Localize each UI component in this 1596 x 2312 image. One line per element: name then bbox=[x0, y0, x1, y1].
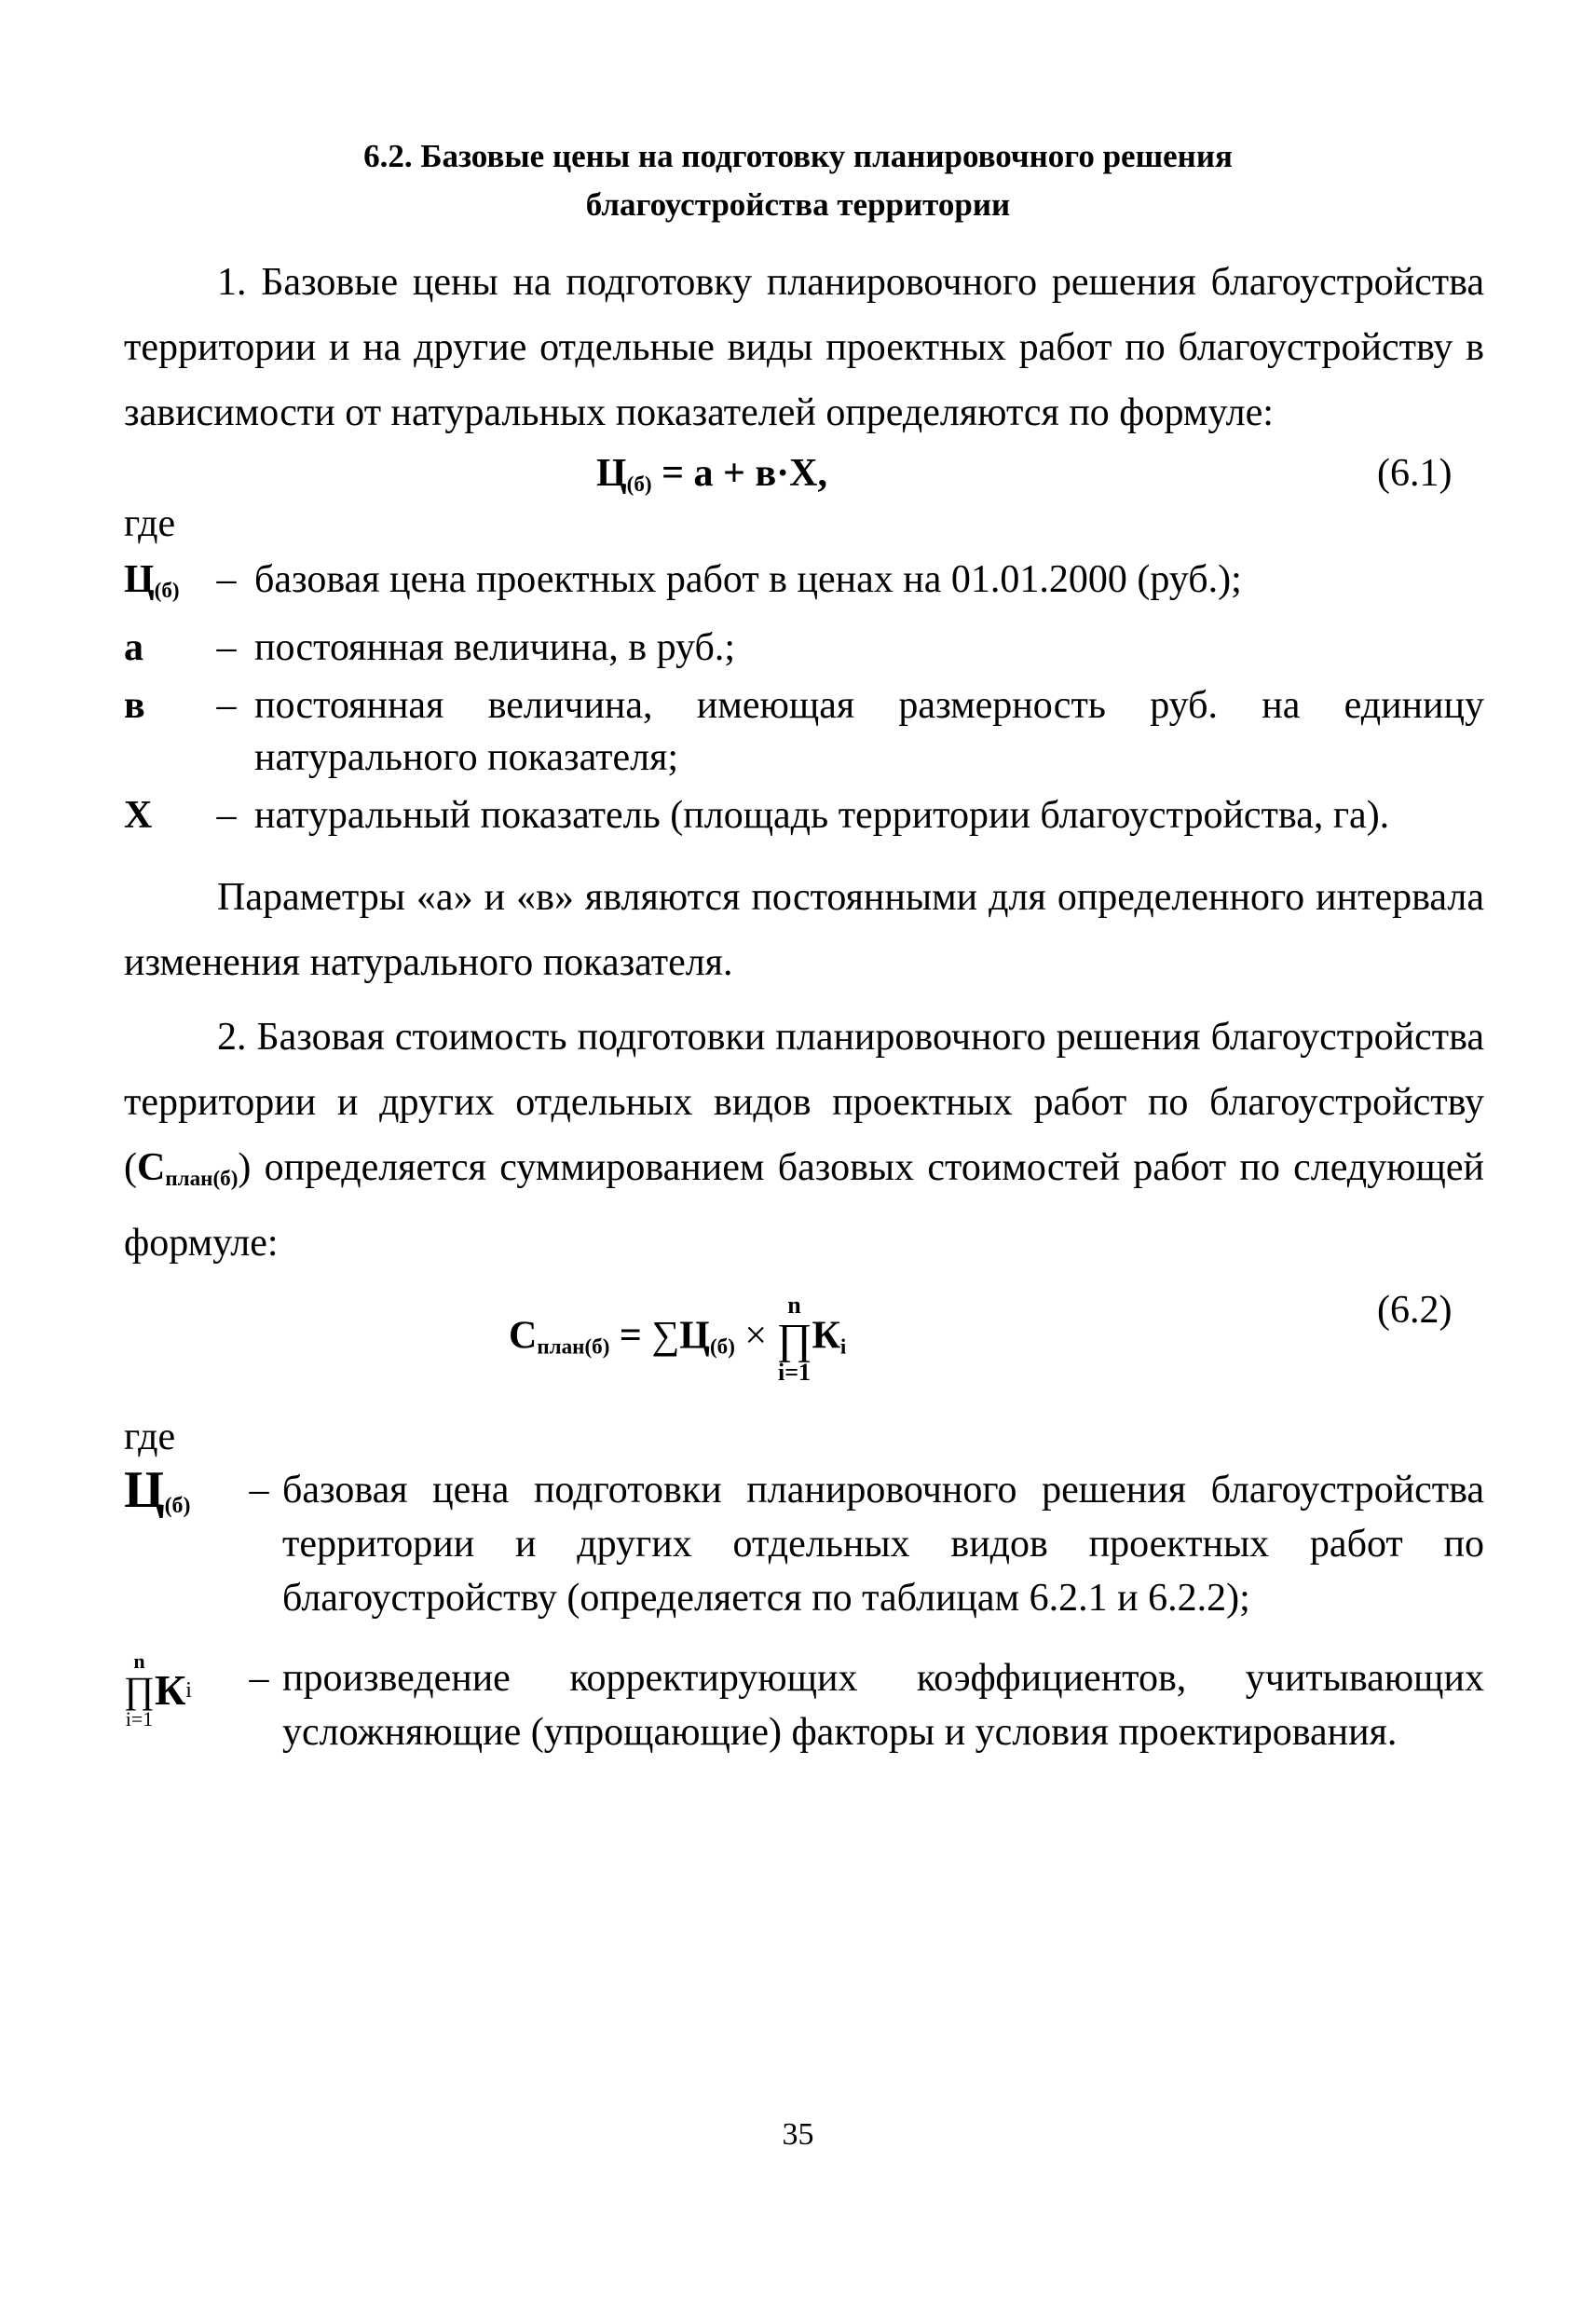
formula-6-2-times: × bbox=[734, 1314, 777, 1358]
definition-dash: – bbox=[216, 558, 237, 601]
definition-dash: – bbox=[216, 683, 237, 727]
product-upper-limit: n bbox=[133, 1649, 145, 1673]
definition-text: постоянная величина, в руб.; bbox=[254, 625, 736, 669]
definition-row bbox=[124, 554, 1484, 616]
paragraph-1 bbox=[124, 250, 1484, 445]
paragraph-3-symbol: С bbox=[137, 1146, 166, 1189]
heading-line-2: благоустройства территории bbox=[585, 186, 1011, 223]
definition-text: произведение корректирующих коэффициентов, учитывающих усложняющие (упрощающие) факторы и условия проектирования. bbox=[282, 1657, 1484, 1754]
heading-line-1: 6.2. Базовые цены на подготовку планировочного решения bbox=[363, 138, 1233, 174]
paragraph-3-text-before: 2. Базовая стоимость подготовки планировочного решения благоустройства территории и других отдельных видов проектных работ по благоустройству ( bbox=[124, 1016, 1484, 1189]
definition-row bbox=[124, 679, 1484, 784]
definition-text: постоянная величина, имеющая размерность руб. на единицу натурального показателя; bbox=[254, 683, 1484, 779]
formula-6-2-product bbox=[777, 1293, 812, 1385]
paragraph-3 bbox=[124, 1005, 1484, 1276]
definition-dash: – bbox=[216, 625, 237, 669]
formula-6-1-rhs: = а + в·Х, bbox=[651, 452, 827, 495]
equation-number-6-2: (6.2) bbox=[1377, 1289, 1453, 1332]
formula-6-1-symbol: Ц bbox=[596, 452, 627, 495]
definition-symbol: а bbox=[124, 625, 143, 669]
definitions-list-1 bbox=[124, 554, 1484, 847]
formula-6-2-equals: = bbox=[609, 1314, 652, 1358]
definition-symbol: в bbox=[124, 683, 145, 727]
product-symbol: ∏ bbox=[124, 1669, 155, 1711]
definition-product bbox=[124, 1651, 155, 1730]
definition-dash: – bbox=[249, 1469, 269, 1512]
paragraph-3-text-after: ) определяется суммированием базовых стоимостей работ по следующей формуле: bbox=[124, 1146, 1484, 1265]
definition-subscript: (б) bbox=[164, 1494, 191, 1518]
paragraph-2-text: Параметры «а» и «в» являются постоянными для определенного интервала изменения натурального показателя. bbox=[124, 876, 1484, 984]
definition-text: базовая цена подготовки планировочного решения благоустройства территории и других отдельных видов проектных работ по благоустройству (определяется по таблицам 6.2.1 и 6.2.2); bbox=[282, 1469, 1484, 1620]
where-label-1: где bbox=[124, 502, 176, 545]
definition-symbol: Ц bbox=[124, 558, 155, 601]
product-upper-limit: n bbox=[787, 1292, 801, 1319]
definitions-list-2 bbox=[124, 1463, 1484, 1785]
product-symbol: ∏ bbox=[776, 1315, 812, 1362]
definition-row bbox=[124, 1463, 1484, 1625]
where-label-2: где bbox=[124, 1416, 176, 1458]
definition-subscript: (б) bbox=[154, 577, 180, 602]
definition-dash: – bbox=[216, 793, 237, 837]
formula-6-2-k-symbol: К bbox=[812, 1314, 840, 1358]
definition-row bbox=[124, 1651, 1484, 1759]
formula-6-2-lhs-symbol: С bbox=[509, 1314, 538, 1358]
formula-6-2-sum: ∑ bbox=[651, 1314, 680, 1358]
equation-number-6-1: (6.1) bbox=[1377, 452, 1453, 495]
page-number: 35 bbox=[782, 2117, 814, 2152]
definition-row bbox=[124, 789, 1484, 841]
formula-6-1-subscript: (б) bbox=[626, 471, 652, 496]
section-heading bbox=[0, 132, 1596, 229]
definition-dash: – bbox=[249, 1657, 269, 1700]
paragraph-3-subscript: план(б) bbox=[165, 1165, 239, 1190]
formula-6-1 bbox=[596, 449, 827, 508]
definition-text: базовая цена проектных работ в ценах на 01.01.2000 (руб.); bbox=[254, 558, 1242, 601]
product-lower-limit: i=1 bbox=[777, 1359, 812, 1386]
paragraph-1-text: 1. Базовые цены на подготовку планировочного решения благоустройства территории и на другие отдельные виды проектных работ по благоустройству в зависимости от натуральных показателей определяются по формуле: bbox=[124, 261, 1484, 434]
definition-k-subscript: i bbox=[185, 1678, 192, 1703]
formula-6-2 bbox=[509, 1293, 846, 1385]
definition-text: натуральный показатель (площадь территории благоустройства, га). bbox=[254, 793, 1390, 837]
paragraph-2 bbox=[124, 865, 1484, 995]
definition-symbol: Х bbox=[124, 793, 153, 837]
formula-6-2-k-subscript: i bbox=[839, 1334, 847, 1359]
formula-6-2-c-subscript: (б) bbox=[709, 1334, 735, 1359]
definition-k-symbol: К bbox=[154, 1666, 186, 1714]
formula-6-2-c-symbol: Ц bbox=[679, 1314, 710, 1358]
product-lower-limit: i=1 bbox=[125, 1707, 154, 1731]
definition-symbol: Ц bbox=[124, 1461, 165, 1519]
definition-row bbox=[124, 622, 1484, 674]
formula-6-2-lhs-subscript: план(б) bbox=[537, 1334, 610, 1359]
